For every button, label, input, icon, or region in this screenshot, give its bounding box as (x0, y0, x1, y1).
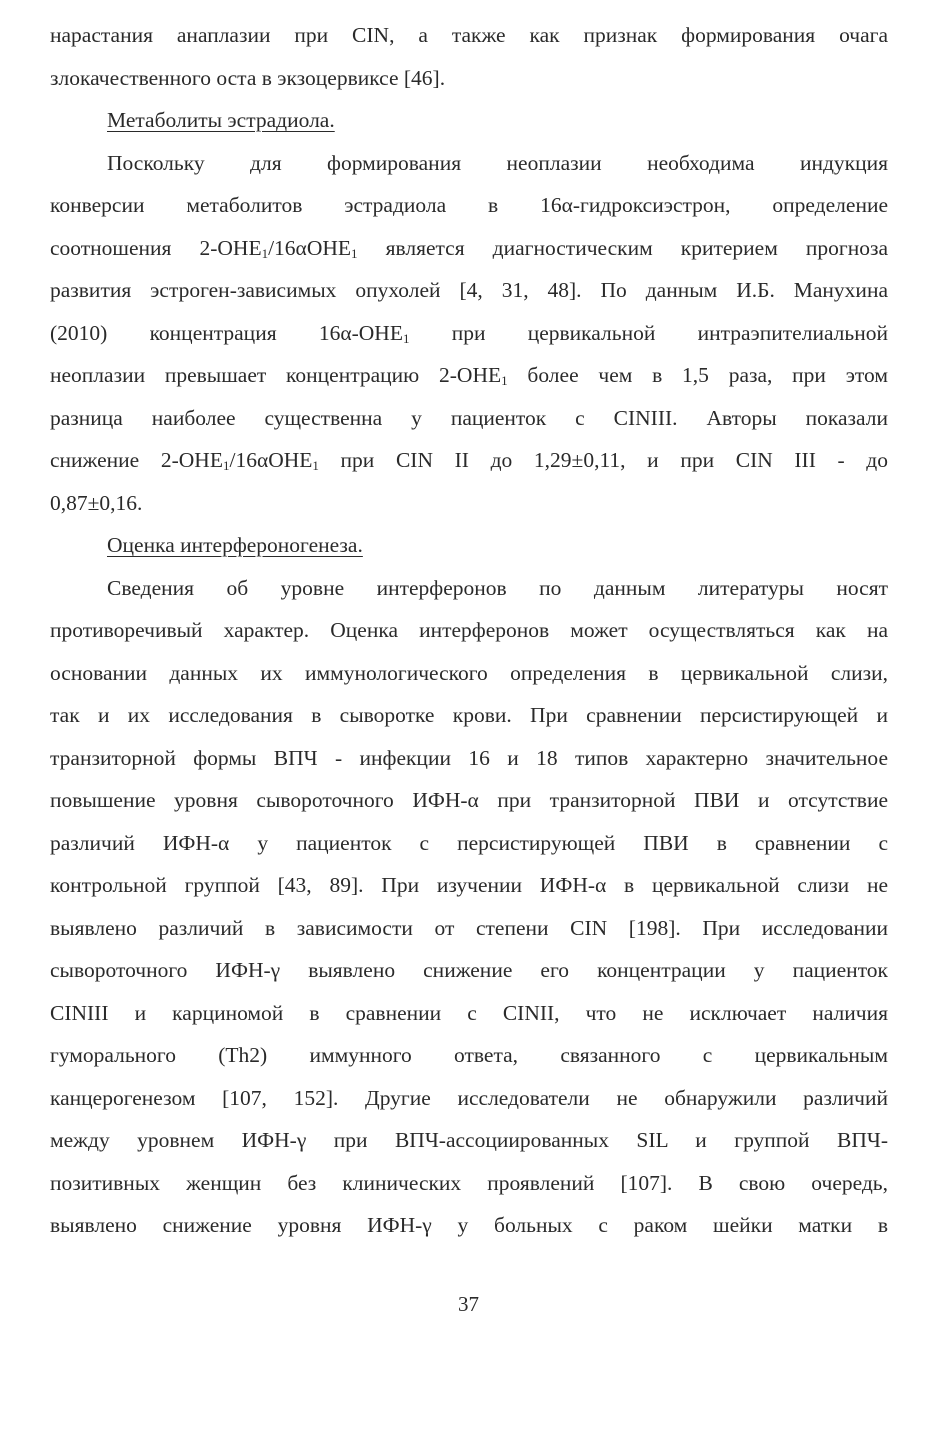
text-line: злокачественного оста в экзоцервиксе [46]. (50, 65, 446, 90)
section-heading-text: Метаболиты эстрадиола. (107, 108, 335, 132)
text-fragment: является диагностическим критерием прогноза (357, 235, 888, 260)
text-line: канцерогенезом [107, 152]. Другие исследователи не обнаружили различий (50, 1085, 888, 1110)
text-fragment: снижение 2-OHE (50, 448, 223, 472)
text-line: гуморального (Th2) иммунного ответа, связанного с цервикальным (50, 1043, 888, 1067)
subscript: 1 (402, 330, 410, 346)
text-line (50, 354, 888, 397)
text-line: контрольной группой [43, 89]. При изучении ИФН-α в цервикальной слизи не (50, 873, 888, 897)
text-fragment: более чем в 1,5 раза, при этом (507, 363, 888, 387)
text-line: развития эстроген-зависимых опухолей [4, 31, 48]. По данным И.Б. Манухина (50, 278, 888, 302)
text-line: повышение уровня сывороточного ИФН-α при транзиторной ПВИ и отсутствие (50, 788, 888, 812)
text-line (50, 439, 888, 482)
text-line: конверсии метаболитов эстрадиола в 16α-гидроксиэстрон, определение (50, 193, 888, 217)
section-heading-text: Оценка интерфероногенеза. (107, 533, 363, 557)
text-line: разница наиболее существенна у пациенток с CINIII. Авторы показали (50, 405, 888, 430)
body-text (50, 14, 888, 1247)
text-line (50, 227, 888, 270)
text-fragment: /16αOHE (229, 448, 313, 472)
subscript: 1 (501, 373, 508, 388)
text-line: основании данных их иммунологического определения в цервикальной слизи, (50, 660, 888, 685)
section-heading-estradiol (50, 99, 888, 142)
text-line: между уровнем ИФН-γ при ВПЧ-ассоциированных SIL и группой ВПЧ- (50, 1128, 888, 1152)
text-line (50, 312, 888, 355)
text-line: позитивных женщин без клинических проявлений [107]. В свою очередь, (50, 1170, 888, 1195)
text-fragment: /16αOHE (268, 235, 352, 260)
text-line: противоречивый характер. Оценка интерферонов может осуществляться как на (50, 618, 888, 642)
text-line: различий ИФН-α у пациенток с персистирующей ПВИ в сравнении с (50, 830, 888, 855)
text-line: так и их исследования в сыворотке крови. При сравнении персистирующей и (50, 703, 888, 727)
text-line: Сведения об уровне интерферонов по данным литературы носят (107, 575, 888, 600)
text-line: нарастания анаплазии при CIN, а также как признак формирования очага (50, 23, 888, 47)
subscript: 1 (312, 458, 319, 473)
text-line: транзиторной формы ВПЧ - инфекции 16 и 18 типов характерно значительное (50, 745, 888, 770)
text-line: выявлено различий в зависимости от степени CIN [198]. При исследовании (50, 915, 888, 940)
text-line: CINIII и карциномой в сравнении с CINII, что не исключает наличия (50, 1000, 888, 1025)
section-heading-interferon (50, 524, 888, 567)
text-fragment: при CIN II до 1,29±0,11, и при CIN III - до (318, 448, 888, 472)
text-fragment: соотношения 2-OHE (50, 235, 262, 260)
text-fragment: неоплазии превышает концентрацию 2-OHE (50, 363, 502, 387)
text-line: выявлено снижение уровня ИФН-γ у больных с раком шейки матки в (50, 1213, 888, 1237)
subscript: 1 (222, 458, 230, 473)
page-number: 37 (458, 1292, 479, 1316)
text-line: Поскольку для формирования неоплазии необходима индукция (107, 150, 888, 175)
text-fragment: при цервикальной интраэпителиальной (409, 320, 888, 345)
text-fragment: (2010) концентрация 16α-OHE (50, 320, 403, 345)
text-line: 0,87±0,16. (50, 490, 143, 515)
text-line: сывороточного ИФН-γ выявлено снижение его концентрации у пациенток (50, 958, 888, 982)
subscript: 1 (351, 245, 358, 261)
subscript: 1 (261, 245, 269, 261)
